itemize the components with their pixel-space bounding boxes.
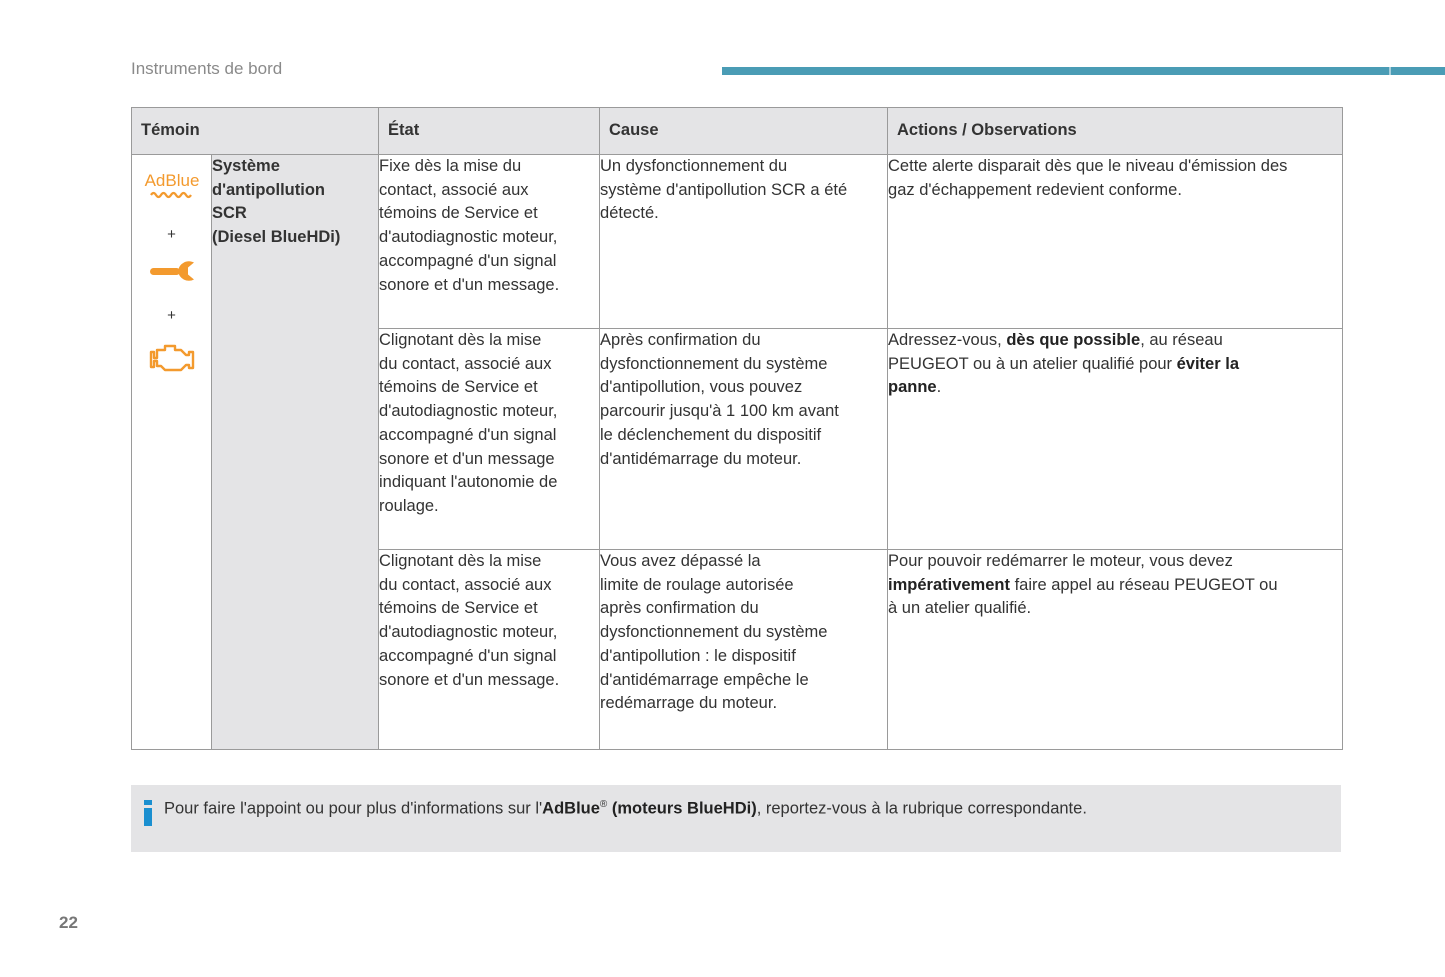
etat-line: Fixe dès la mise du: [379, 157, 522, 175]
header-accent-bar: [722, 67, 1445, 75]
actions-line: gaz d'échappement redevient conforme.: [888, 180, 1182, 199]
etat-line: accompagné d'un signal: [379, 425, 557, 444]
table-header-row: [132, 108, 1343, 155]
system-name-line: d'antipollution: [212, 180, 325, 199]
cause-line: d'antipollution : le dispositif: [600, 646, 796, 665]
etat-line: d'autodiagnostic moteur,: [379, 402, 558, 421]
section-title: Instruments de bord: [131, 59, 283, 78]
plus-sign: +: [167, 307, 176, 325]
cause-line: d'antipollution, vous pouvez: [600, 378, 803, 397]
etat-line: roulage.: [379, 496, 439, 515]
actions-text: PEUGEOT ou à un atelier qualifié pour: [888, 354, 1177, 373]
cause-cell: [600, 550, 888, 750]
etat-line: d'autodiagnostic moteur,: [379, 228, 558, 247]
actions-line: [888, 376, 1342, 400]
cause-line: Après confirmation du: [600, 331, 761, 349]
header-actions: Actions / Observations: [888, 108, 1343, 155]
page-number: 22: [59, 913, 78, 932]
adblue-warning-icon: [142, 169, 202, 203]
actions-text: , au réseau: [1140, 331, 1223, 349]
actions-emphasis: dès que possible: [1006, 331, 1141, 349]
cause-line: système d'antipollution SCR a été: [600, 180, 848, 199]
header-cause: Cause: [600, 108, 888, 155]
cause-line: le déclenchement du dispositif: [600, 425, 822, 444]
etat-line: témoins de Service et: [379, 599, 538, 618]
cause-line: Vous avez dépassé la: [600, 552, 761, 570]
cause-line: redémarrage du moteur.: [600, 694, 778, 713]
actions-text: faire appel au réseau PEUGEOT ou: [1009, 575, 1278, 594]
etat-line: témoins de Service et: [379, 378, 538, 397]
info-adblue-bold: AdBlue: [542, 799, 600, 818]
cause-line: Un dysfonctionnement du: [600, 157, 788, 175]
system-name-line: SCR: [212, 204, 247, 223]
actions-text: .: [936, 378, 942, 397]
cause-cell: [600, 155, 888, 329]
etat-cell: [379, 550, 600, 750]
etat-cell: [379, 155, 600, 329]
etat-line: sonore et d'un message.: [379, 670, 560, 689]
info-text-part: Pour faire l'appoint ou pour plus d'informations sur l': [164, 799, 543, 818]
info-note-box: [131, 785, 1341, 852]
table-row: [132, 155, 1343, 329]
actions-emphasis: éviter la: [1176, 354, 1239, 373]
actions-line: Pour pouvoir redémarrer le moteur, vous devez: [888, 552, 1233, 570]
actions-line: Cette alerte disparait dès que le niveau d'émission des: [888, 157, 1288, 175]
plus-sign: +: [167, 225, 176, 243]
actions-line: à un atelier qualifié.: [888, 599, 1032, 618]
cause-line: après confirmation du: [600, 599, 759, 618]
wrench-service-icon: [148, 258, 196, 284]
system-name-line: (Diesel BlueHDi): [212, 228, 341, 247]
temoin-icons-cell: [132, 155, 212, 750]
actions-cell: [888, 329, 1343, 550]
etat-line: contact, associé aux: [379, 180, 529, 199]
system-name-line: Système: [212, 157, 280, 175]
actions-line: [888, 353, 1342, 377]
actions-emphasis: panne: [888, 378, 937, 397]
etat-line: sonore et d'un message.: [379, 275, 560, 294]
actions-line: [888, 574, 1342, 598]
etat-line: accompagné d'un signal: [379, 251, 557, 270]
cause-line: dysfonctionnement du système: [600, 354, 828, 373]
etat-line: du contact, associé aux: [379, 354, 552, 373]
cause-line: d'antidémarrage du moteur.: [600, 449, 802, 468]
actions-text: Adressez-vous,: [888, 331, 1007, 349]
actions-cell: [888, 155, 1343, 329]
info-icon: [143, 800, 153, 826]
cause-cell: [600, 329, 888, 550]
warning-lights-table: [131, 107, 1343, 750]
etat-line: indiquant l'autonomie de: [379, 473, 558, 492]
header-etat: État: [379, 108, 600, 155]
etat-line: Clignotant dès la mise: [379, 331, 542, 349]
etat-line: témoins de Service et: [379, 204, 538, 223]
adblue-icon-label: AdBlue: [144, 171, 199, 190]
system-name-cell: [212, 155, 379, 750]
registered-mark: ®: [599, 799, 608, 810]
info-engines-bold: (moteurs BlueHDi): [607, 799, 757, 818]
etat-cell: [379, 329, 600, 550]
cause-line: parcourir jusqu'à 1 100 km avant: [600, 402, 839, 421]
cause-line: limite de roulage autorisée: [600, 575, 794, 594]
actions-cell: [888, 550, 1343, 750]
cause-line: dysfonctionnement du système: [600, 623, 828, 642]
etat-line: accompagné d'un signal: [379, 646, 557, 665]
etat-line: du contact, associé aux: [379, 575, 552, 594]
engine-check-icon: [147, 340, 197, 378]
cause-line: détecté.: [600, 204, 659, 223]
etat-line: Clignotant dès la mise: [379, 552, 542, 570]
info-note-text: [164, 794, 1087, 820]
etat-line: sonore et d'un message: [379, 449, 555, 468]
cause-line: d'antidémarrage empêche le: [600, 670, 809, 689]
info-text-part: , reportez-vous à la rubrique correspondante.: [756, 799, 1087, 818]
etat-line: d'autodiagnostic moteur,: [379, 623, 558, 642]
header-temoin: Témoin: [132, 108, 379, 155]
actions-line: [888, 329, 1342, 353]
actions-emphasis: impérativement: [888, 575, 1010, 594]
